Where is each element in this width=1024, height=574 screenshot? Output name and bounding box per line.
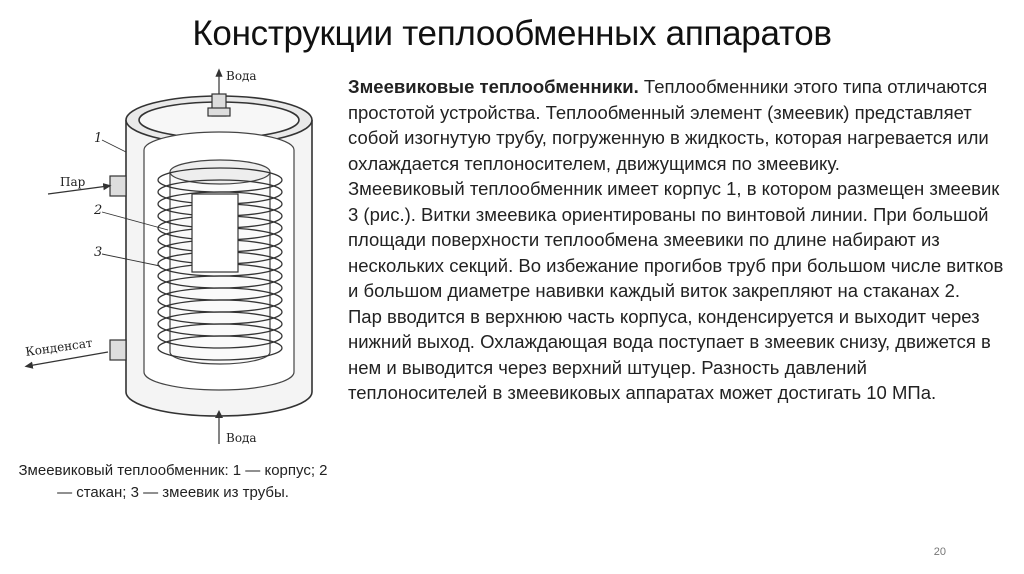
callout-3: 3 xyxy=(94,245,103,260)
cup-window xyxy=(192,194,238,272)
label-water-bottom: Вода xyxy=(226,431,257,445)
page-number: 20 xyxy=(933,546,946,558)
paragraph-1 xyxy=(348,74,1008,176)
callout-1: 1 xyxy=(94,131,103,146)
label-water-top: Вода xyxy=(226,69,257,83)
paragraph-3: Пар вводится в верхнюю часть корпуса, конденсируется и выходит через нижний выход. Охлаждающая вода поступает в змеевик снизу, движется в нем и выводится через верхний штуцер. Разность давлений теплоносителей в змеевиковых аппаратах может достигать 10 МПа. xyxy=(348,305,991,403)
heat-exchanger-drawing xyxy=(18,62,328,452)
paragraph-1-heading: Змеевиковые теплообменники. xyxy=(348,76,639,97)
condensate-outlet xyxy=(110,340,126,360)
steam-inlet xyxy=(110,176,126,196)
heat-exchanger-diagram xyxy=(18,62,328,452)
slide-title: Конструкции теплообменных аппаратов xyxy=(192,14,832,53)
label-steam: Пар xyxy=(60,175,86,189)
paragraph-2: Змеевиковый теплообменник имеет корпус 1, в котором размещен змеевик 3 (рис.). Витки змеевика ориентированы по винтовой линии. При большой площади поверхности теплообмена змеевики по длине набирают из нескольких секций. Во избежание прогибов труб при большом числе витков и большом диаметре навивки каждый виток закрепляют на стаканах 2. xyxy=(348,178,1004,301)
callout-2: 2 xyxy=(94,203,103,218)
paragraph-1-body: Теплообменники этого типа отличаются простотой устройства. Теплообменный элемент (змеевик) представляет собой изогнутую трубу, погруженную в жидкость, которая нагревается или охлаждается теплоносителем, движущимся по змеевику. xyxy=(348,76,989,174)
figure-caption: Змеевиковый теплообменник: 1 — корпус; 2 — стакан; 3 — змеевик из трубы. xyxy=(18,462,328,501)
label-condensate: Конденсат xyxy=(24,335,94,359)
body-text xyxy=(348,74,1008,406)
